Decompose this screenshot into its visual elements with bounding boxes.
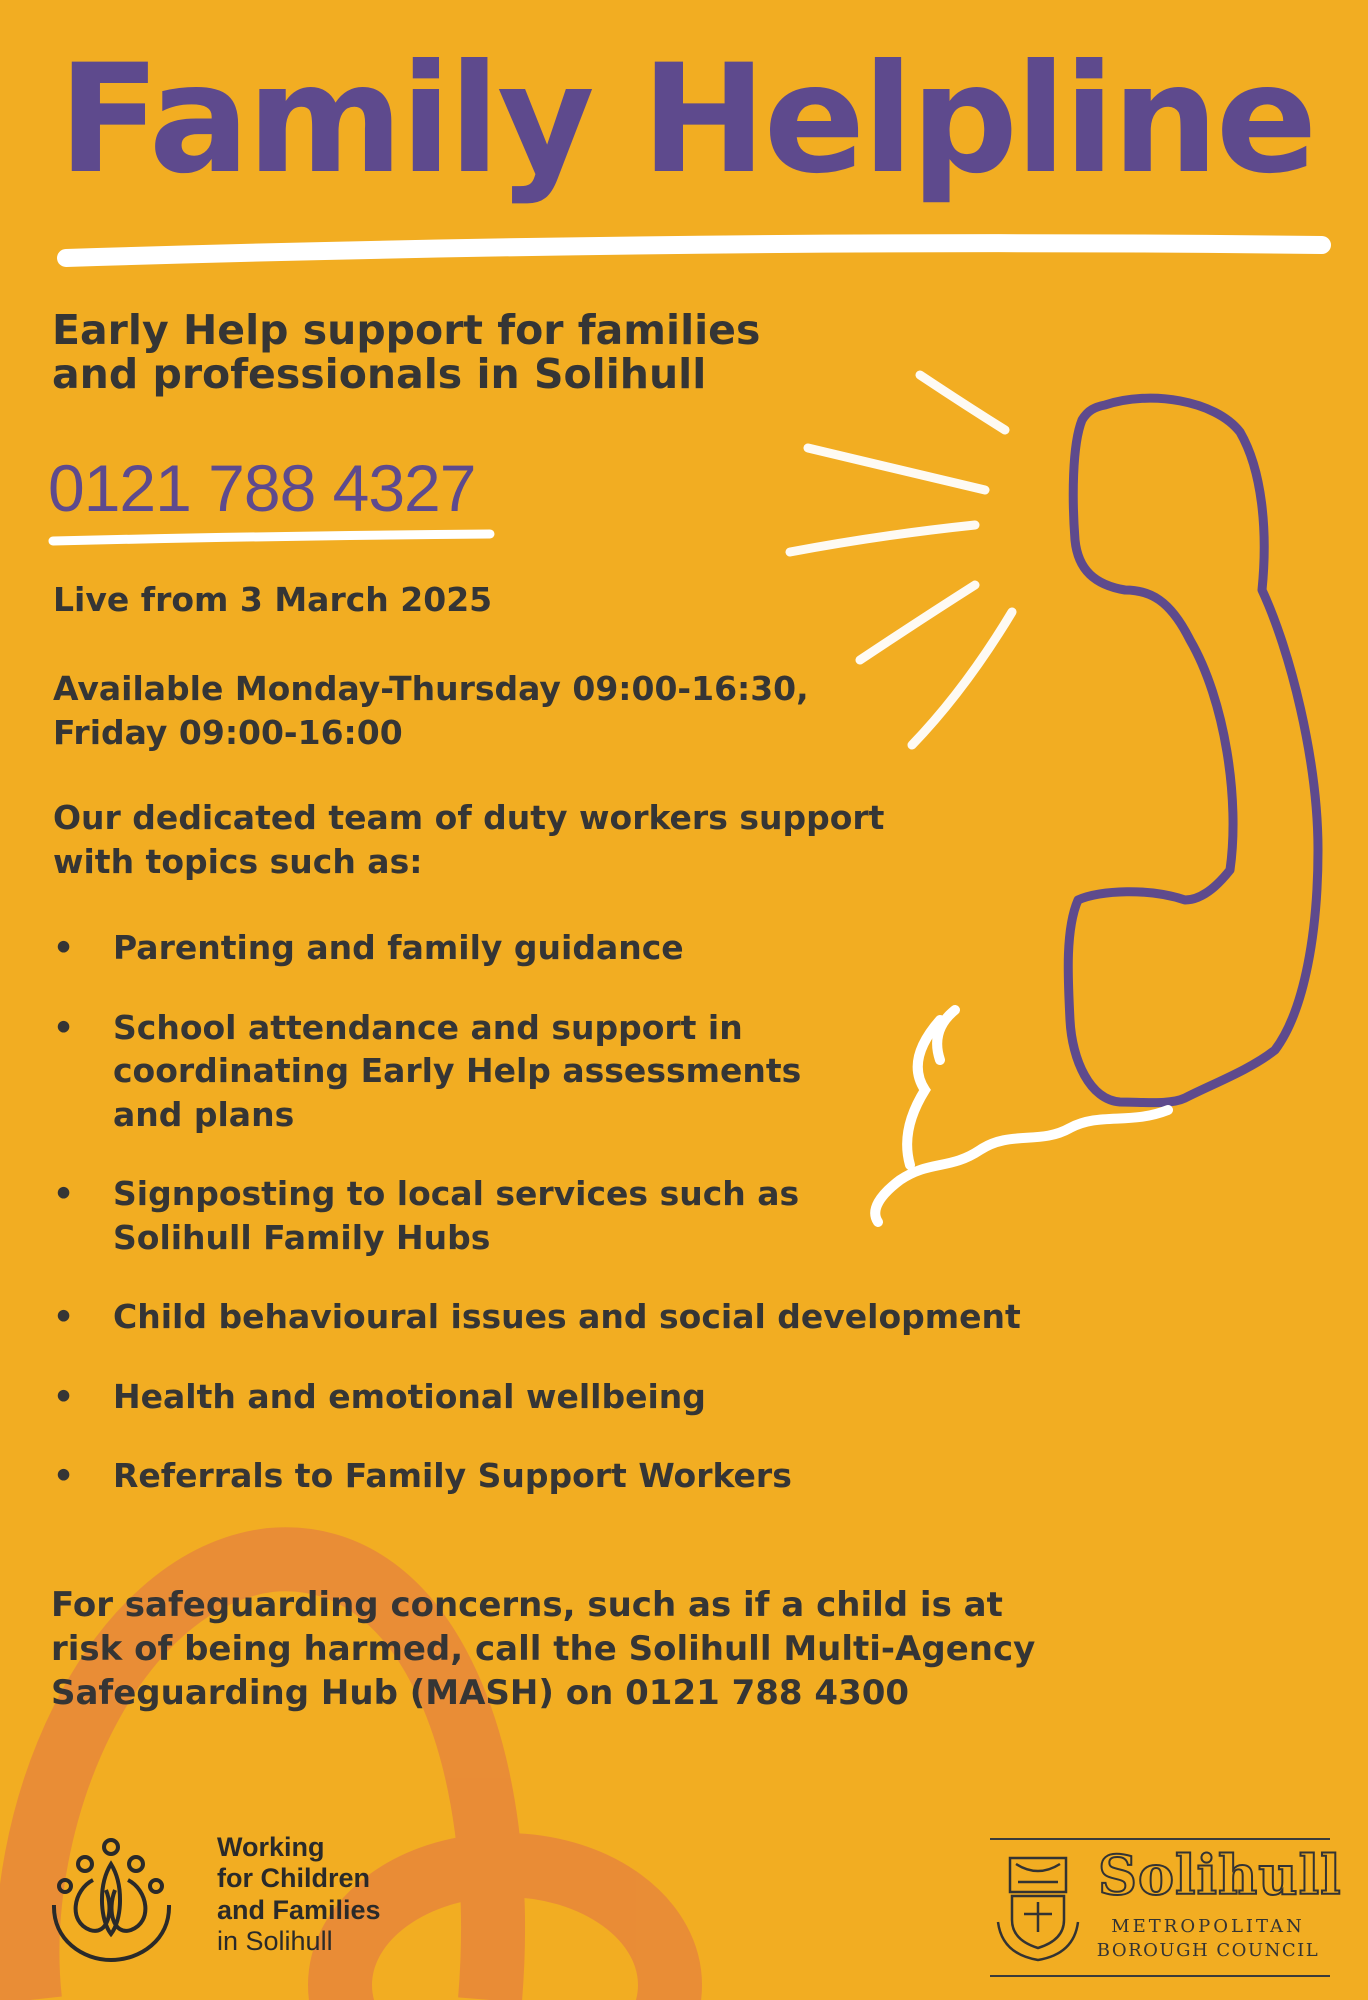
list-item: [53, 1295, 1113, 1339]
bullet: •: [53, 1174, 75, 1214]
availability-hours: [53, 667, 953, 754]
phone-underline: [53, 534, 490, 541]
partner-logo-text: [217, 1832, 477, 1957]
safeguarding-line-2: risk of being harmed, call the Solihull Multi-Agency: [51, 1629, 1036, 1670]
topic-text: Parenting and family guidance: [113, 928, 684, 967]
list-item: [53, 1006, 853, 1137]
partner-logo-line-4: in Solihull: [217, 1925, 333, 1956]
partner-logo-line-3: and Families: [217, 1894, 381, 1925]
partner-logo-line-2: for Children: [217, 1863, 370, 1894]
team-intro-line-2: with topics such as:: [53, 841, 423, 881]
bullet: •: [53, 928, 75, 967]
partner-logo-line-1: Working: [217, 1832, 325, 1862]
team-intro: [53, 796, 953, 883]
council-logo: [990, 1838, 1342, 1977]
live-from-date: Live from 3 March 2025: [53, 580, 493, 619]
bullet: •: [53, 1456, 75, 1496]
availability-line-1: Available Monday-Thursday 09:00-16:30,: [53, 669, 809, 708]
bullet: •: [53, 1376, 75, 1416]
topics-list: [53, 926, 1113, 1498]
council-line-1: METROPOLITAN: [1111, 1916, 1305, 1937]
safeguarding-notice: [51, 1583, 1071, 1716]
topic-text: Signposting to local services such as Solihull Family Hubs: [113, 1174, 800, 1257]
council-line-2: BOROUGH COUNCIL: [1096, 1940, 1320, 1961]
family-figures-icon: [48, 1830, 198, 1965]
list-item: [53, 1375, 1113, 1419]
topic-text: Health and emotional wellbeing: [113, 1376, 706, 1416]
list-item: [53, 1172, 853, 1259]
subtitle-line-1: Early Help support for families: [52, 306, 761, 354]
subtitle-line-2: and professionals in Solihull: [52, 350, 707, 399]
council-name: Solihull: [1098, 1843, 1342, 1907]
topic-text: School attendance and support in coordinating Early Help assessments and plans: [113, 1007, 802, 1134]
topic-text: Referrals to Family Support Workers: [113, 1456, 792, 1496]
topic-text: Child behavioural issues and social development: [113, 1297, 1021, 1337]
safeguarding-line-3: Safeguarding Hub (MASH) on 0121 788 4300: [51, 1673, 910, 1714]
availability-line-2: Friday 09:00-16:00: [53, 712, 403, 752]
list-item: [53, 1454, 1113, 1498]
helpline-phone-number: 0121 788 4327: [48, 451, 476, 525]
bullet: •: [53, 1297, 75, 1337]
safeguarding-line-1: For safeguarding concerns, such as if a child is at: [51, 1585, 1003, 1625]
team-intro-line-1: Our dedicated team of duty workers support: [53, 798, 885, 837]
subtitle: [52, 308, 852, 397]
bullet: •: [53, 1007, 75, 1047]
council-crest-icon: [992, 1852, 1084, 1964]
list-item: [53, 926, 1113, 970]
page-title: Family Helpline: [58, 33, 1315, 207]
title-underline: [66, 243, 1322, 258]
